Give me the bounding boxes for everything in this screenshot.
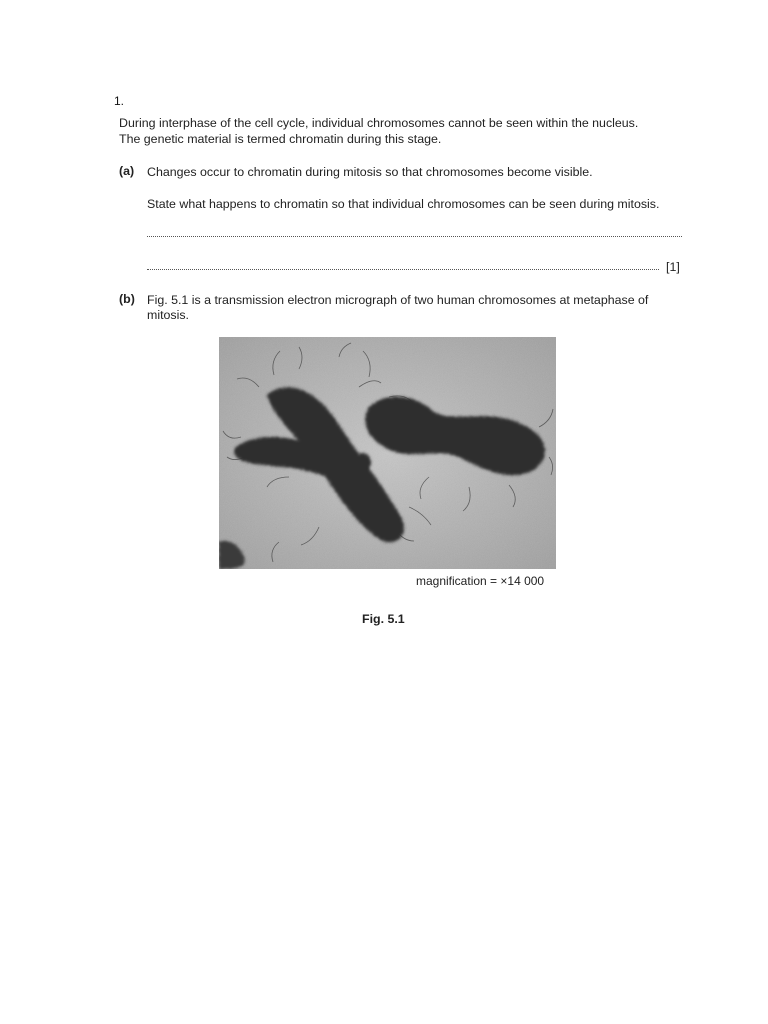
part-a-marks: [1]: [666, 260, 680, 274]
intro-line-2: The genetic material is termed chromatin during this stage.: [119, 132, 442, 146]
chromosome-micrograph: [219, 337, 556, 569]
part-a-label: (a): [119, 164, 135, 178]
answer-line-2[interactable]: [147, 269, 659, 270]
micrograph-image: [219, 337, 556, 569]
part-a-question: State what happens to chromatin so that individual chromosomes can be seen during mitosis.: [147, 197, 660, 211]
part-b-line-2: mitosis.: [147, 308, 189, 322]
part-b-label: (b): [119, 292, 135, 306]
question-number: 1.: [114, 94, 125, 108]
answer-line-1[interactable]: [147, 236, 682, 237]
question-intro: [119, 115, 699, 147]
magnification-label: magnification = ×14 000: [416, 574, 545, 588]
part-a-statement: Changes occur to chromatin during mitosis so that chromosomes become visible.: [147, 165, 593, 179]
part-b-line-1: Fig. 5.1 is a transmission electron micrograph of two human chromosomes at metaphase of: [147, 293, 649, 307]
figure-caption: Fig. 5.1: [362, 612, 405, 626]
intro-line-1: During interphase of the cell cycle, individual chromosomes cannot be seen within the nucleus.: [119, 116, 639, 130]
